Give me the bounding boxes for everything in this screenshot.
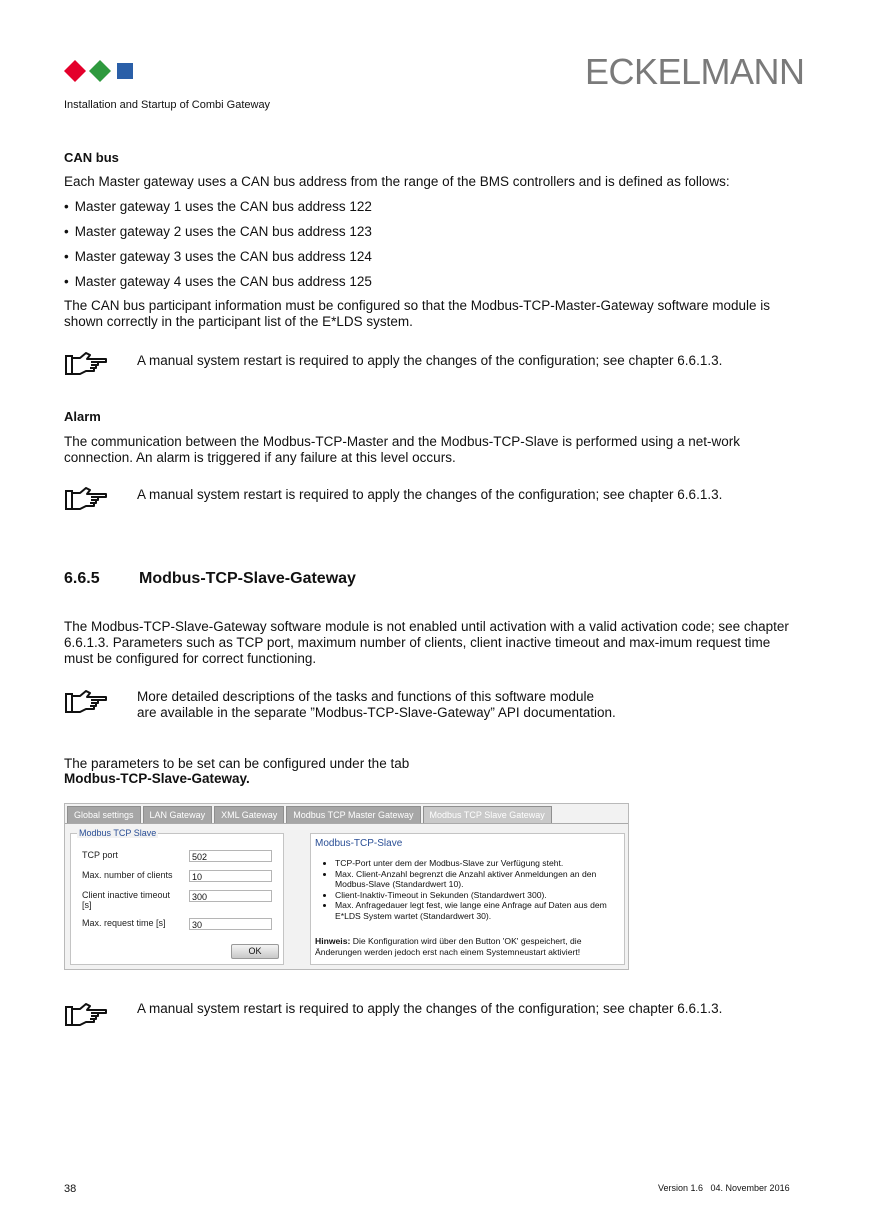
note-text: A manual system restart is required to apply the changes of the configuration; see chapter 6.6.1.3. xyxy=(137,1001,723,1016)
document-subtitle: Installation and Startup of Combi Gateway xyxy=(64,99,271,111)
page-number: 38 xyxy=(64,1183,77,1195)
pointing-hand-icon xyxy=(64,690,108,714)
note-text: A manual system restart is required to apply the changes of the configuration; see chapter 6.6.1.3. xyxy=(137,487,723,502)
hint-text xyxy=(315,936,620,957)
alarm-text: The communication between the Modbus-TCP-Master and the Modbus-TCP-Slave is performed using a net-work connection. An alarm is triggered if any failure at this level occurs. xyxy=(64,434,741,465)
list-item: • Master gateway 3 uses the CAN bus address 124 xyxy=(64,249,372,264)
tab-global-settings[interactable]: Global settings xyxy=(67,806,141,823)
note-text xyxy=(137,689,616,721)
ok-button[interactable]: OK xyxy=(231,944,279,959)
list-item: • Master gateway 1 uses the CAN bus address 122 xyxy=(64,199,372,214)
list-item: • Master gateway 4 uses the CAN bus address 125 xyxy=(64,274,372,289)
section-number: 6.6.5 xyxy=(64,570,100,587)
help-list xyxy=(325,858,625,921)
version-info: Version 1.6 04. November 2016 xyxy=(658,1183,790,1193)
can-bus-heading: CAN bus xyxy=(64,150,119,165)
note-text: A manual system restart is required to apply the changes of the configuration; see chapter 6.6.1.3. xyxy=(137,353,723,368)
client-timeout-input[interactable]: 300 xyxy=(189,890,272,902)
max-clients-input[interactable]: 10 xyxy=(189,870,272,882)
help-title: Modbus-TCP-Slave xyxy=(315,838,403,849)
list-item: • TCP-Port unter dem der Modbus-Slave zur Verfügung steht. xyxy=(335,858,625,869)
tcp-port-input[interactable]: 502 xyxy=(189,850,272,862)
note-line: More detailed descriptions of the tasks and functions of this software module xyxy=(137,689,594,704)
section-title: Modbus-TCP-Slave-Gateway xyxy=(139,570,356,587)
note-line: are available in the separate ”Modbus-TCP-Slave-Gateway” API documentation. xyxy=(137,705,616,720)
brand-name: ECKELMANN xyxy=(585,51,805,92)
fieldset-legend: Modbus TCP Slave xyxy=(79,828,157,838)
eckelmann-logo-icon xyxy=(64,60,136,82)
list-item: • Client-Inaktiv-Timeout in Sekunden (Standardwert 300). xyxy=(335,890,625,901)
alarm-heading: Alarm xyxy=(64,409,101,424)
tab-lan-gateway[interactable]: LAN Gateway xyxy=(143,806,213,823)
max-request-time-label: Max. request time [s] xyxy=(82,918,166,928)
pointing-hand-icon xyxy=(64,1003,108,1027)
pointing-hand-icon xyxy=(64,352,108,376)
tab-modbus-tcp-slave-gateway[interactable]: Modbus TCP Slave Gateway xyxy=(423,806,552,823)
pointing-hand-icon xyxy=(64,487,108,511)
can-bus-paragraph: The CAN bus participant information must be configured so that the Modbus-TCP-Master-Gateway software module is shown correctly in the participant list of the E*LDS system. xyxy=(64,298,771,329)
max-clients-label: Max. number of clients xyxy=(82,870,173,880)
config-screenshot xyxy=(64,803,629,970)
list-item: • Max. Client-Anzahl begrenzt die Anzahl aktiver Anmeldungen an den Modbus-Slave (Standardwert 10). xyxy=(335,869,625,890)
modbus-tcp-slave-fieldset xyxy=(70,828,284,965)
can-bus-intro: Each Master gateway uses a CAN bus address from the range of the BMS controllers and is defined as follows: xyxy=(64,174,730,189)
section-heading xyxy=(64,570,356,588)
tab-name: Modbus-TCP-Slave-Gateway. xyxy=(64,771,250,786)
list-item: • Master gateway 2 uses the CAN bus address 123 xyxy=(64,224,372,239)
section-intro: The Modbus-TCP-Slave-Gateway software module is not enabled until activation with a valid activation code; see chapter 6.6.1.3. Parameters such as TCP port, maximum number of clients, client inactive timeout and max-imum request time must be configured for correct functioning. xyxy=(64,619,789,666)
client-timeout-label: Client inactive timeout [s] xyxy=(82,890,171,910)
help-panel xyxy=(310,833,625,965)
config-tabs xyxy=(67,806,552,823)
tab-modbus-tcp-master-gateway[interactable]: Modbus TCP Master Gateway xyxy=(286,806,420,823)
hint-body: Die Konfiguration wird über den Button 'OK' gespeichert, die Änderungen werden jedoch erst nach einem Systemneustart aktiviert! xyxy=(315,936,582,957)
max-request-time-input[interactable]: 30 xyxy=(189,918,272,930)
tab-intro: The parameters to be set can be configured under the tab xyxy=(64,756,410,771)
list-item: • Max. Anfragedauer legt fest, wie lange eine Anfrage auf Daten aus dem E*LDS System wartet (Standardwert 30). xyxy=(335,900,625,921)
tab-xml-gateway[interactable]: XML Gateway xyxy=(214,806,284,823)
hint-label: Hinweis: xyxy=(315,936,351,946)
tcp-port-label: TCP port xyxy=(82,850,118,860)
